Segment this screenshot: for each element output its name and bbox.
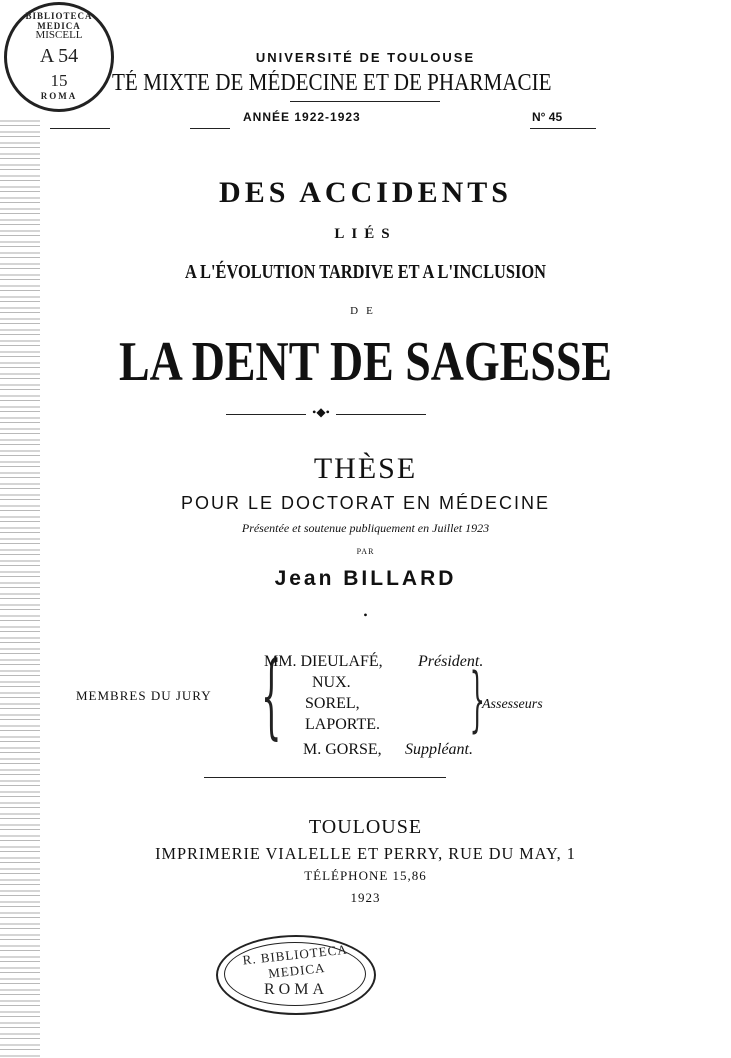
stamp-bottom-text: ROMA: [40, 91, 78, 101]
thesis-par: PAR: [356, 547, 375, 556]
publisher-printer: IMPRIMERIE VIALELLE ET PERRY, RUE DU MAY, 1: [155, 844, 576, 863]
jury-president-name: MM. DIEULAFÉ,: [264, 653, 383, 670]
ornament-rule-right: [336, 414, 426, 415]
jury-president-role: Président.: [418, 653, 484, 670]
title-line-2: LIÉS: [334, 226, 397, 242]
jury-substitute-name: M. GORSE,: [303, 741, 382, 758]
stamp-arc-text: BIBLIOTECA MEDICA: [25, 11, 93, 31]
stamp-number: 15: [50, 71, 68, 90]
main-title: LA DENT DE SAGESSE: [119, 331, 612, 393]
jury-assessors-role: Assesseurs: [482, 697, 543, 712]
thesis-subtitle: POUR LE DOCTORAT EN MÉDECINE: [180, 493, 551, 513]
jury-substitute-role: Suppléant.: [405, 741, 473, 758]
university-name: UNIVERSITÉ DE TOULOUSE: [255, 50, 476, 65]
publisher-year: 1923: [350, 890, 381, 905]
header-rule-left: [50, 128, 110, 129]
publisher-phone: TÉLÉPHONE 15,86: [304, 868, 427, 883]
stamp-shelf: MISCELL: [35, 29, 83, 41]
stamp-code: A 54: [39, 45, 79, 67]
thesis-number: N° 45: [532, 110, 563, 124]
jury-right-brace: }: [469, 658, 486, 740]
stamp-bottom-arc-text: R. BIBLIOTECA MEDICA: [241, 941, 349, 981]
faculty-name: TÉ MIXTE DE MÉDECINE ET DE PHARMACIE: [112, 70, 552, 96]
ornament-icon: •◆•: [312, 405, 330, 419]
header-rule-mid: [190, 128, 230, 129]
title-line-4: DE: [350, 305, 381, 317]
title-line-3: A L'ÉVOLUTION TARDIVE ET A L'INCLUSION: [184, 261, 547, 283]
author-name: Jean BILLARD: [274, 567, 457, 590]
stamp-bottom-city: ROMA: [263, 981, 328, 998]
thesis-label: THÈSE: [313, 452, 418, 485]
jury-left-brace: {: [261, 642, 282, 749]
title-line-1: DES ACCIDENTS: [219, 176, 512, 209]
author-dot: •: [363, 608, 368, 622]
jury-assessor-1: NUX.: [312, 674, 351, 691]
library-stamp-bottom: [216, 935, 376, 1015]
ornament-rule-left: [226, 414, 306, 415]
jury-bottom-rule: [204, 777, 446, 778]
jury-assessor-2: SOREL,: [305, 695, 360, 712]
jury-assessor-3: LAPORTE.: [305, 716, 381, 733]
header-rule-right: [530, 128, 596, 129]
jury-label: MEMBRES DU JURY: [76, 688, 212, 703]
publisher-city: TOULOUSE: [308, 816, 423, 838]
thesis-presented: Présentée et soutenue publiquement en Juillet 1923: [241, 521, 490, 535]
academic-year: ANNÉE 1922-1923: [243, 110, 361, 124]
header-underline: [290, 101, 440, 102]
